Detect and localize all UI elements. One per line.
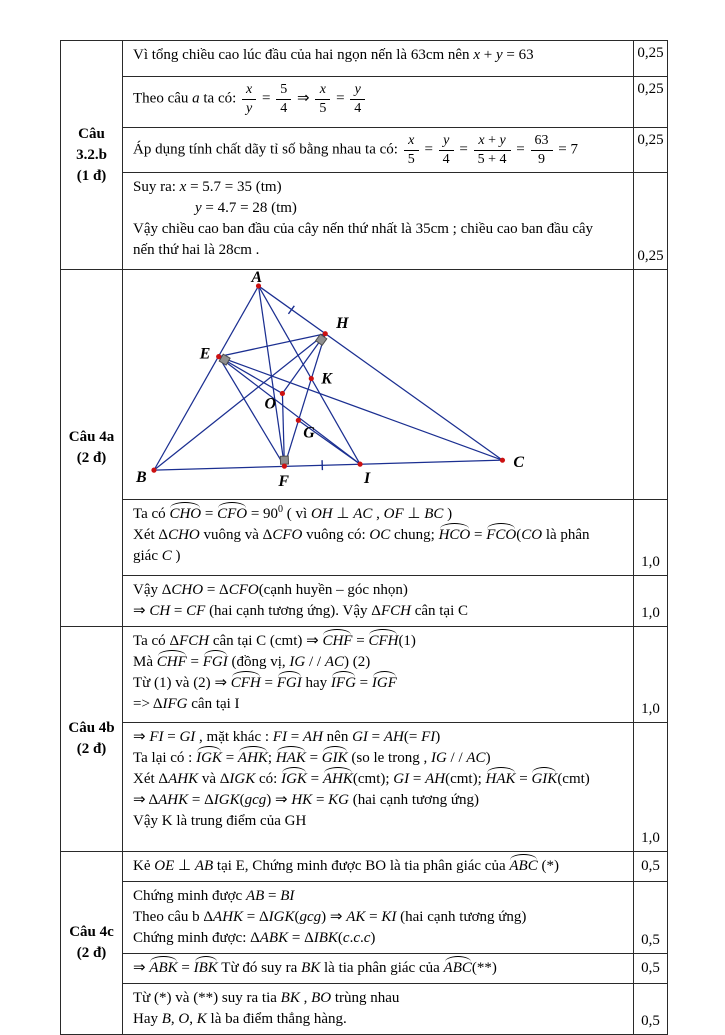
text-fragment: ): [443, 506, 452, 522]
text-fragment: vuông và: [200, 527, 263, 543]
question-label-line: Câu 4b: [68, 718, 114, 739]
text-fragment: =: [356, 675, 372, 691]
figure-label-e: E: [199, 346, 211, 363]
text-fragment: = 90: [247, 506, 278, 522]
angle-fragment: AHK: [323, 769, 353, 790]
text-fragment: Suy ra:: [133, 179, 180, 195]
angle-fragment: HAK: [486, 769, 516, 790]
question-label-line: Câu: [78, 124, 105, 145]
math-fragment: ΔFCH: [169, 633, 209, 649]
text-fragment: Vì tổng chiều cao lúc đầu của hai ngọn nến là 63cm nên: [133, 47, 473, 63]
math-fragment: x + y = 63: [473, 47, 533, 63]
fraction-numerator: y: [439, 133, 454, 150]
answer-text-line: [133, 988, 627, 1009]
score-cell: 0,5: [633, 984, 667, 1034]
text-fragment: =: [307, 771, 323, 787]
text-fragment: =: [352, 633, 368, 649]
text-fragment: Chứng minh được:: [133, 930, 250, 946]
figure-label-f: F: [277, 473, 289, 490]
figure-label-c: C: [513, 454, 524, 471]
answer-text-line: [133, 907, 627, 928]
math-fragment: ΔIGK: [220, 771, 256, 787]
fraction: [531, 133, 553, 167]
text-fragment: =: [178, 960, 194, 976]
answer-content: [123, 173, 633, 269]
equal-segment-tick: [288, 306, 294, 314]
question-label-line: (2 đ): [77, 943, 107, 964]
text-fragment: Theo câu: [133, 91, 192, 107]
answer-row: [123, 852, 667, 882]
answer-text-line: [133, 727, 627, 748]
score-cell: 1,0: [633, 723, 667, 851]
math-fragment: ⇒: [306, 633, 319, 649]
math-fragment: ΔCFO: [263, 527, 303, 543]
answer-content: [123, 77, 633, 127]
text-fragment: là phân: [542, 527, 589, 543]
answer-text-line: [133, 748, 627, 769]
text-fragment: Ta lại có :: [133, 750, 196, 766]
figure-point-e: [216, 354, 221, 359]
question-label-line: Câu 4c: [69, 922, 114, 943]
text-fragment: nến thứ hai là 28cm .: [133, 242, 259, 258]
text-fragment: Chứng minh được: [133, 888, 246, 904]
text-fragment: Ta có: [133, 633, 169, 649]
text-fragment: (1): [398, 633, 416, 649]
score-cell: 0,25: [633, 128, 667, 172]
text-fragment: =: [258, 91, 274, 107]
math-fragment: AB = BI: [246, 888, 294, 904]
table-section: [61, 41, 667, 270]
text-fragment: (**): [472, 960, 497, 976]
text-fragment: = 5.7 = 35 (tm): [186, 179, 281, 195]
fraction: [242, 82, 256, 116]
angle-fragment: CHF: [322, 631, 352, 652]
text-fragment: =: [201, 506, 217, 522]
table-section: [61, 627, 667, 852]
fraction: [439, 133, 454, 167]
score-cell: 1,0: [633, 500, 667, 575]
fraction-denominator: 5: [404, 150, 419, 168]
figure-label-g: G: [303, 425, 315, 442]
math-fragment: ΔFCH: [371, 603, 411, 619]
text-fragment: ;: [268, 750, 276, 766]
answer-row: [123, 173, 667, 269]
fraction-numerator: x: [404, 133, 419, 150]
figure-point-c: [500, 458, 505, 463]
fraction-denominator: 4: [350, 99, 365, 117]
angle-fragment: GIK: [322, 748, 348, 769]
figure-segment-ca: [259, 286, 503, 460]
angle-fragment: HAK: [276, 748, 306, 769]
angle-fragment: FCO: [486, 525, 516, 546]
math-fragment: ΔIFG: [153, 696, 188, 712]
math-fragment: GI = AH: [393, 771, 445, 787]
question-label-line: (2 đ): [77, 448, 107, 469]
angle-fragment: CFH: [368, 631, 398, 652]
question-label: [61, 627, 123, 851]
figure-label-a: A: [251, 271, 263, 286]
text-fragment: trùng nhau: [331, 990, 399, 1006]
text-fragment: = 4.7 = 28 (tm): [202, 200, 297, 216]
text-fragment: =: [187, 654, 203, 670]
fraction-numerator: x: [315, 82, 330, 99]
answer-table: [60, 40, 668, 1035]
text-fragment: Ta có: [133, 506, 169, 522]
answer-content: [123, 882, 633, 953]
fraction-numerator: y: [350, 82, 365, 99]
question-label: [61, 270, 123, 626]
text-fragment: nên: [323, 729, 352, 745]
angle-fragment: AHK: [238, 748, 268, 769]
text-fragment: (hai cạnh tương ứng). Vậy: [205, 603, 371, 619]
angle-fragment: GIK: [531, 769, 557, 790]
angle-fragment: IGK: [196, 748, 222, 769]
score-cell: 0,5: [633, 852, 667, 881]
angle-fragment: CHO: [169, 504, 201, 525]
fraction-numerator: x + y: [474, 133, 511, 150]
score-cell: 0,25: [633, 173, 667, 269]
text-fragment: Áp dụng tính chất dãy tỉ số bằng nhau ta có:: [133, 142, 402, 158]
math-fragment: ΔCHO: [158, 527, 199, 543]
text-fragment: (*): [538, 858, 559, 874]
fraction: [474, 133, 511, 167]
math-fragment: ⇒ ΔAHK = ΔIGK(gcg) ⇒ HK = KG: [133, 792, 349, 808]
figure-label-h: H: [335, 315, 349, 332]
text-fragment: Mà: [133, 654, 157, 670]
angle-fragment: ABC: [444, 958, 472, 979]
answer-text-line: [133, 652, 627, 673]
fraction-numerator: x: [242, 82, 256, 99]
fraction-denominator: 4: [276, 99, 291, 117]
math-fragment: y: [195, 200, 202, 216]
question-label: [61, 852, 123, 1034]
math-fragment: IG / / AC: [431, 750, 486, 766]
table-section: [61, 852, 667, 1034]
math-fragment: B, O, K: [162, 1011, 207, 1027]
geometry-figure: [124, 271, 627, 498]
math-fragment: ΔABK = ΔIBK(c.c.c): [250, 930, 375, 946]
figure-point-f: [282, 464, 287, 469]
text-fragment: Vậy K là trung điểm của GH: [133, 813, 306, 829]
text-fragment: vuông có:: [302, 527, 369, 543]
text-fragment: cân tại C (cmt): [209, 633, 306, 649]
answer-row: [123, 41, 667, 77]
text-fragment: (cmt);: [353, 771, 393, 787]
text-fragment: ): [172, 548, 181, 564]
text-fragment: Kẻ: [133, 858, 154, 874]
score-cell: 0,5: [633, 882, 667, 953]
answer-text-line: [133, 601, 627, 622]
answer-text-line: [133, 856, 627, 877]
section-rows: [123, 41, 667, 269]
text-fragment: (hai cạnh tương ứng): [349, 792, 479, 808]
math-fragment: ⇒: [297, 91, 310, 107]
answer-text-line: [133, 811, 627, 832]
text-fragment: ta có:: [200, 91, 240, 107]
fraction-denominator: y: [242, 99, 256, 117]
question-label-line: Câu 4a: [69, 427, 114, 448]
answer-text-line: [133, 886, 627, 907]
text-fragment: cân tại C: [411, 603, 468, 619]
figure-point-k: [309, 376, 314, 381]
answer-text-line: [133, 546, 627, 567]
math-fragment: a: [192, 91, 200, 107]
text-fragment: cân tại I: [188, 696, 240, 712]
answer-text-line: [133, 694, 627, 715]
answer-row: [123, 576, 667, 626]
angle-fragment: CHF: [157, 652, 187, 673]
angle-fragment: ABC: [509, 856, 537, 877]
text-fragment: Từ (*) và (**) suy ra tia: [133, 990, 281, 1006]
score-cell: 0,25: [633, 77, 667, 127]
figure-point-b: [151, 468, 156, 473]
answer-text-line: [133, 525, 627, 546]
angle-fragment: IGF: [372, 673, 397, 694]
angle-fragment: CFO: [217, 504, 247, 525]
text-fragment: Từ (1) và (2): [133, 675, 214, 691]
math-fragment: C: [162, 548, 172, 564]
answer-text-line: [133, 132, 627, 168]
text-fragment: (cmt);: [445, 771, 485, 787]
text-fragment: và: [198, 771, 220, 787]
question-label-line: (1 đ): [77, 166, 107, 187]
question-label-line: 3.2.b: [76, 145, 107, 166]
math-fragment: OH ⊥ AC , OF ⊥ BC: [311, 506, 443, 522]
superscript: 0: [278, 504, 283, 515]
figure-point-g: [296, 418, 301, 423]
text-fragment: =: [261, 675, 277, 691]
answer-text-line: [133, 177, 627, 198]
text-fragment: =: [306, 750, 322, 766]
text-fragment: Xét: [133, 771, 158, 787]
answer-text-line: [133, 219, 627, 240]
answer-text-line: [133, 790, 627, 811]
answer-row: [123, 77, 667, 128]
answer-text-line: [133, 198, 627, 219]
answer-content: [123, 576, 633, 626]
answer-row: [123, 954, 667, 984]
answer-text-line: [133, 504, 627, 525]
math-fragment: ⇒: [214, 675, 227, 691]
math-fragment: OC: [369, 527, 390, 543]
question-label: [61, 41, 123, 269]
math-fragment: ΔAHK = ΔIGK(gcg) ⇒ AK = KI: [203, 909, 396, 925]
section-rows: [123, 270, 667, 626]
answer-row: [123, 128, 667, 173]
text-fragment: = 7: [555, 142, 578, 158]
answer-text-line: [133, 928, 627, 949]
section-rows: [123, 627, 667, 851]
answer-text-line: [133, 673, 627, 694]
math-fragment: ⇒ FI = GI: [133, 729, 195, 745]
answer-content: [123, 954, 633, 983]
math-fragment: ⇒: [133, 960, 149, 976]
math-fragment: BK , BO: [281, 990, 331, 1006]
text-fragment: là ba điểm thẳng hàng.: [207, 1011, 347, 1027]
fraction: [404, 133, 419, 167]
angle-fragment: HCO: [439, 525, 471, 546]
question-label-line: (2 đ): [77, 739, 107, 760]
text-fragment: ): [486, 750, 491, 766]
text-fragment: tại E, Chứng minh được BO là tia phân giác của: [213, 858, 509, 874]
figure-point-h: [323, 331, 328, 336]
math-fragment: OE ⊥ AB: [154, 858, 213, 874]
answer-text-line: [133, 958, 627, 979]
answer-content: [123, 270, 633, 499]
figure-label-k: K: [320, 371, 333, 388]
table-section: [61, 270, 667, 627]
text-fragment: giác: [133, 548, 162, 564]
answer-content: [123, 128, 633, 172]
text-fragment: (cmt): [557, 771, 589, 787]
text-fragment: Theo câu b: [133, 909, 203, 925]
math-fragment: x: [180, 179, 187, 195]
fraction: [350, 82, 365, 116]
angle-fragment: FGI: [277, 673, 302, 694]
text-fragment: Hay: [133, 1011, 162, 1027]
text-fragment: =: [421, 142, 437, 158]
text-fragment: (cạnh huyền – góc nhọn): [259, 582, 408, 598]
score-cell: 0,5: [633, 954, 667, 983]
score-cell: [633, 270, 667, 499]
text-fragment: (hai cạnh tương ứng): [396, 909, 526, 925]
math-fragment: CO: [521, 527, 542, 543]
text-fragment: [310, 91, 314, 107]
fraction: [276, 82, 291, 116]
text-fragment: =: [516, 771, 532, 787]
text-fragment: có:: [255, 771, 281, 787]
section-rows: [123, 852, 667, 1034]
answer-content: [123, 627, 633, 722]
figure-point-i: [357, 462, 362, 467]
answer-row: [123, 627, 667, 723]
math-fragment: ΔAHK: [158, 771, 198, 787]
math-fragment: IG / / AC: [289, 654, 344, 670]
text-fragment: (đồng vị,: [228, 654, 290, 670]
right-angle-marker: [280, 456, 288, 464]
text-fragment: , mặt khác :: [195, 729, 272, 745]
answer-row: [123, 723, 667, 851]
answer-text-line: [133, 769, 627, 790]
figure-label-i: I: [363, 470, 371, 487]
text-fragment: Vậy: [133, 582, 162, 598]
figure-segment-ab: [154, 286, 259, 470]
answer-row: [123, 882, 667, 954]
answer-content: [123, 41, 633, 76]
math-fragment: FI = AH: [273, 729, 323, 745]
text-fragment: =: [470, 527, 486, 543]
score-cell: 0,25: [633, 41, 667, 76]
figure-label-o: O: [264, 396, 276, 413]
text-fragment: =: [456, 142, 472, 158]
text-fragment: =: [513, 142, 529, 158]
figure-segment-bh: [154, 334, 325, 470]
text-fragment: là tia phân giác của: [320, 960, 443, 976]
angle-fragment: FGI: [203, 652, 228, 673]
fraction-numerator: 63: [531, 133, 553, 150]
text-fragment: =: [332, 91, 348, 107]
math-fragment: BK: [301, 960, 320, 976]
text-fragment: =>: [133, 696, 153, 712]
answer-text-line: [133, 45, 627, 66]
angle-fragment: CFH: [231, 673, 261, 694]
answer-text-line: [133, 631, 627, 652]
answer-row: [123, 500, 667, 576]
figure-segment-eh: [219, 334, 326, 357]
text-fragment: hay: [302, 675, 331, 691]
text-fragment: ) (2): [344, 654, 370, 670]
figure-segment-ce: [219, 357, 503, 461]
answer-text-line: [133, 240, 627, 261]
score-cell: 1,0: [633, 627, 667, 722]
fraction-denominator: 5: [315, 99, 330, 117]
text-fragment: Xét: [133, 527, 158, 543]
answer-content: [123, 852, 633, 881]
score-cell: 1,0: [633, 576, 667, 626]
angle-fragment: ABK: [149, 958, 177, 979]
fraction: [315, 82, 330, 116]
figure-label-b: B: [135, 469, 147, 486]
angle-fragment: IFG: [331, 673, 356, 694]
figure-segment-hf: [284, 334, 325, 466]
figure-point-o: [280, 391, 285, 396]
text-fragment: ( vì: [283, 506, 311, 522]
math-fragment: ΔCHO = ΔCFO: [162, 582, 259, 598]
answer-content: [123, 723, 633, 851]
fraction-denominator: 4: [439, 150, 454, 168]
fraction-denominator: 5 + 4: [474, 150, 511, 168]
figure-segment-bc: [154, 461, 502, 471]
fraction-numerator: 5: [276, 82, 291, 99]
fraction-denominator: 9: [531, 150, 553, 168]
text-fragment: (so le trong ,: [348, 750, 431, 766]
answer-row: [123, 984, 667, 1034]
answer-text-line: [133, 580, 627, 601]
math-fragment: GI = AH(= FI): [352, 729, 440, 745]
answer-text-line: [133, 81, 627, 117]
answer-content: [123, 500, 633, 575]
answer-content: [123, 984, 633, 1034]
text-fragment: Từ đó suy ra: [218, 960, 301, 976]
answer-text-line: [133, 1009, 627, 1030]
angle-fragment: IBK: [194, 958, 218, 979]
angle-fragment: IGK: [281, 769, 307, 790]
text-fragment: Vậy chiều cao ban đầu của cây nến thứ nhất là 35cm ; chiều cao ban đầu cây: [133, 221, 593, 237]
text-fragment: =: [222, 750, 238, 766]
answer-row: [123, 270, 667, 500]
math-fragment: ⇒ CH = CF: [133, 603, 205, 619]
text-fragment: (: [516, 527, 521, 543]
text-fragment: chung;: [390, 527, 438, 543]
